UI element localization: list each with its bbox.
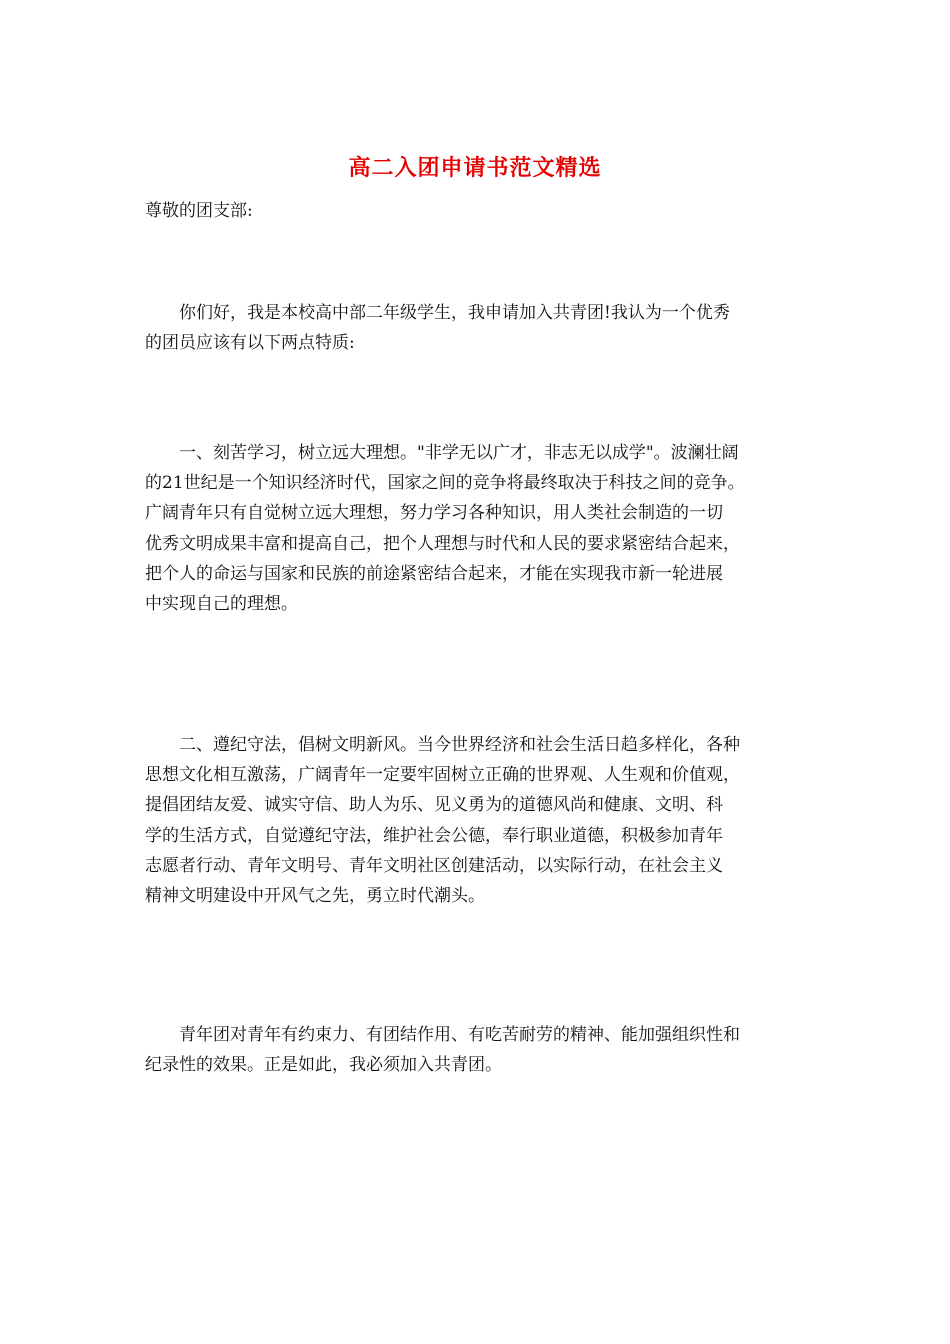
paragraph-line: 思想文化相互激荡，广阔青年一定要牢固树立正确的世界观、人生观和价值观， [145, 765, 740, 786]
paragraph-line: 优秀文明成果丰富和提高自己，把个人理想与时代和人民的要求紧密结合起来， [145, 533, 740, 554]
paragraph-point-one [145, 438, 810, 619]
paragraph-line: 一、刻苦学习，树立远大理想。"非学无以广才，非志无以成学"。波澜壮阔 [179, 443, 739, 463]
paragraph-point-two [145, 730, 810, 911]
paragraph-line: 精神文明建设中开风气之先，勇立时代潮头。 [145, 886, 485, 907]
paragraph-line: 提倡团结友爱、诚实守信、助人为乐、见义勇为的道德风尚和健康、文明、科 [145, 795, 723, 816]
paragraph-line: 二、遵纪守法，倡树文明新风。当今世界经济和社会生活日趋多样化，各种 [179, 735, 740, 755]
paragraph-line: 把个人的命运与国家和民族的前途紧密结合起来，才能在实现我市新一轮进展 [145, 563, 723, 584]
paragraph-line: 的21世纪是一个知识经济时代，国家之间的竞争将最终取决于科技之间的竞争。 [145, 473, 745, 494]
paragraph-line: 的团员应该有以下两点特质: [145, 333, 355, 354]
paragraph-line: 中实现自己的理想。 [145, 594, 298, 615]
paragraph-conclusion [145, 1020, 810, 1080]
document-title: 高二入团申请书范文精选 [348, 155, 602, 181]
salutation: 尊敬的团支部: [145, 201, 253, 221]
paragraph-line: 学的生活方式，自觉遵纪守法，维护社会公德，奉行职业道德，积极参加青年 [145, 825, 723, 846]
paragraph-line: 你们好，我是本校高中部二年级学生，我申请加入共青团!我认为一个优秀 [179, 303, 730, 323]
paragraph-line: 志愿者行动、青年文明号、青年文明社区创建活动，以实际行动，在社会主义 [145, 855, 723, 876]
paragraph-line: 青年团对青年有约束力、有团结作用、有吃苦耐劳的精神、能加强组织性和 [179, 1025, 740, 1045]
paragraph-line: 广阔青年只有自觉树立远大理想，努力学习各种知识，用人类社会制造的一切 [145, 503, 723, 524]
paragraph-line: 纪录性的效果。正是如此，我必须加入共青团。 [145, 1055, 502, 1076]
paragraph-intro [145, 298, 810, 358]
